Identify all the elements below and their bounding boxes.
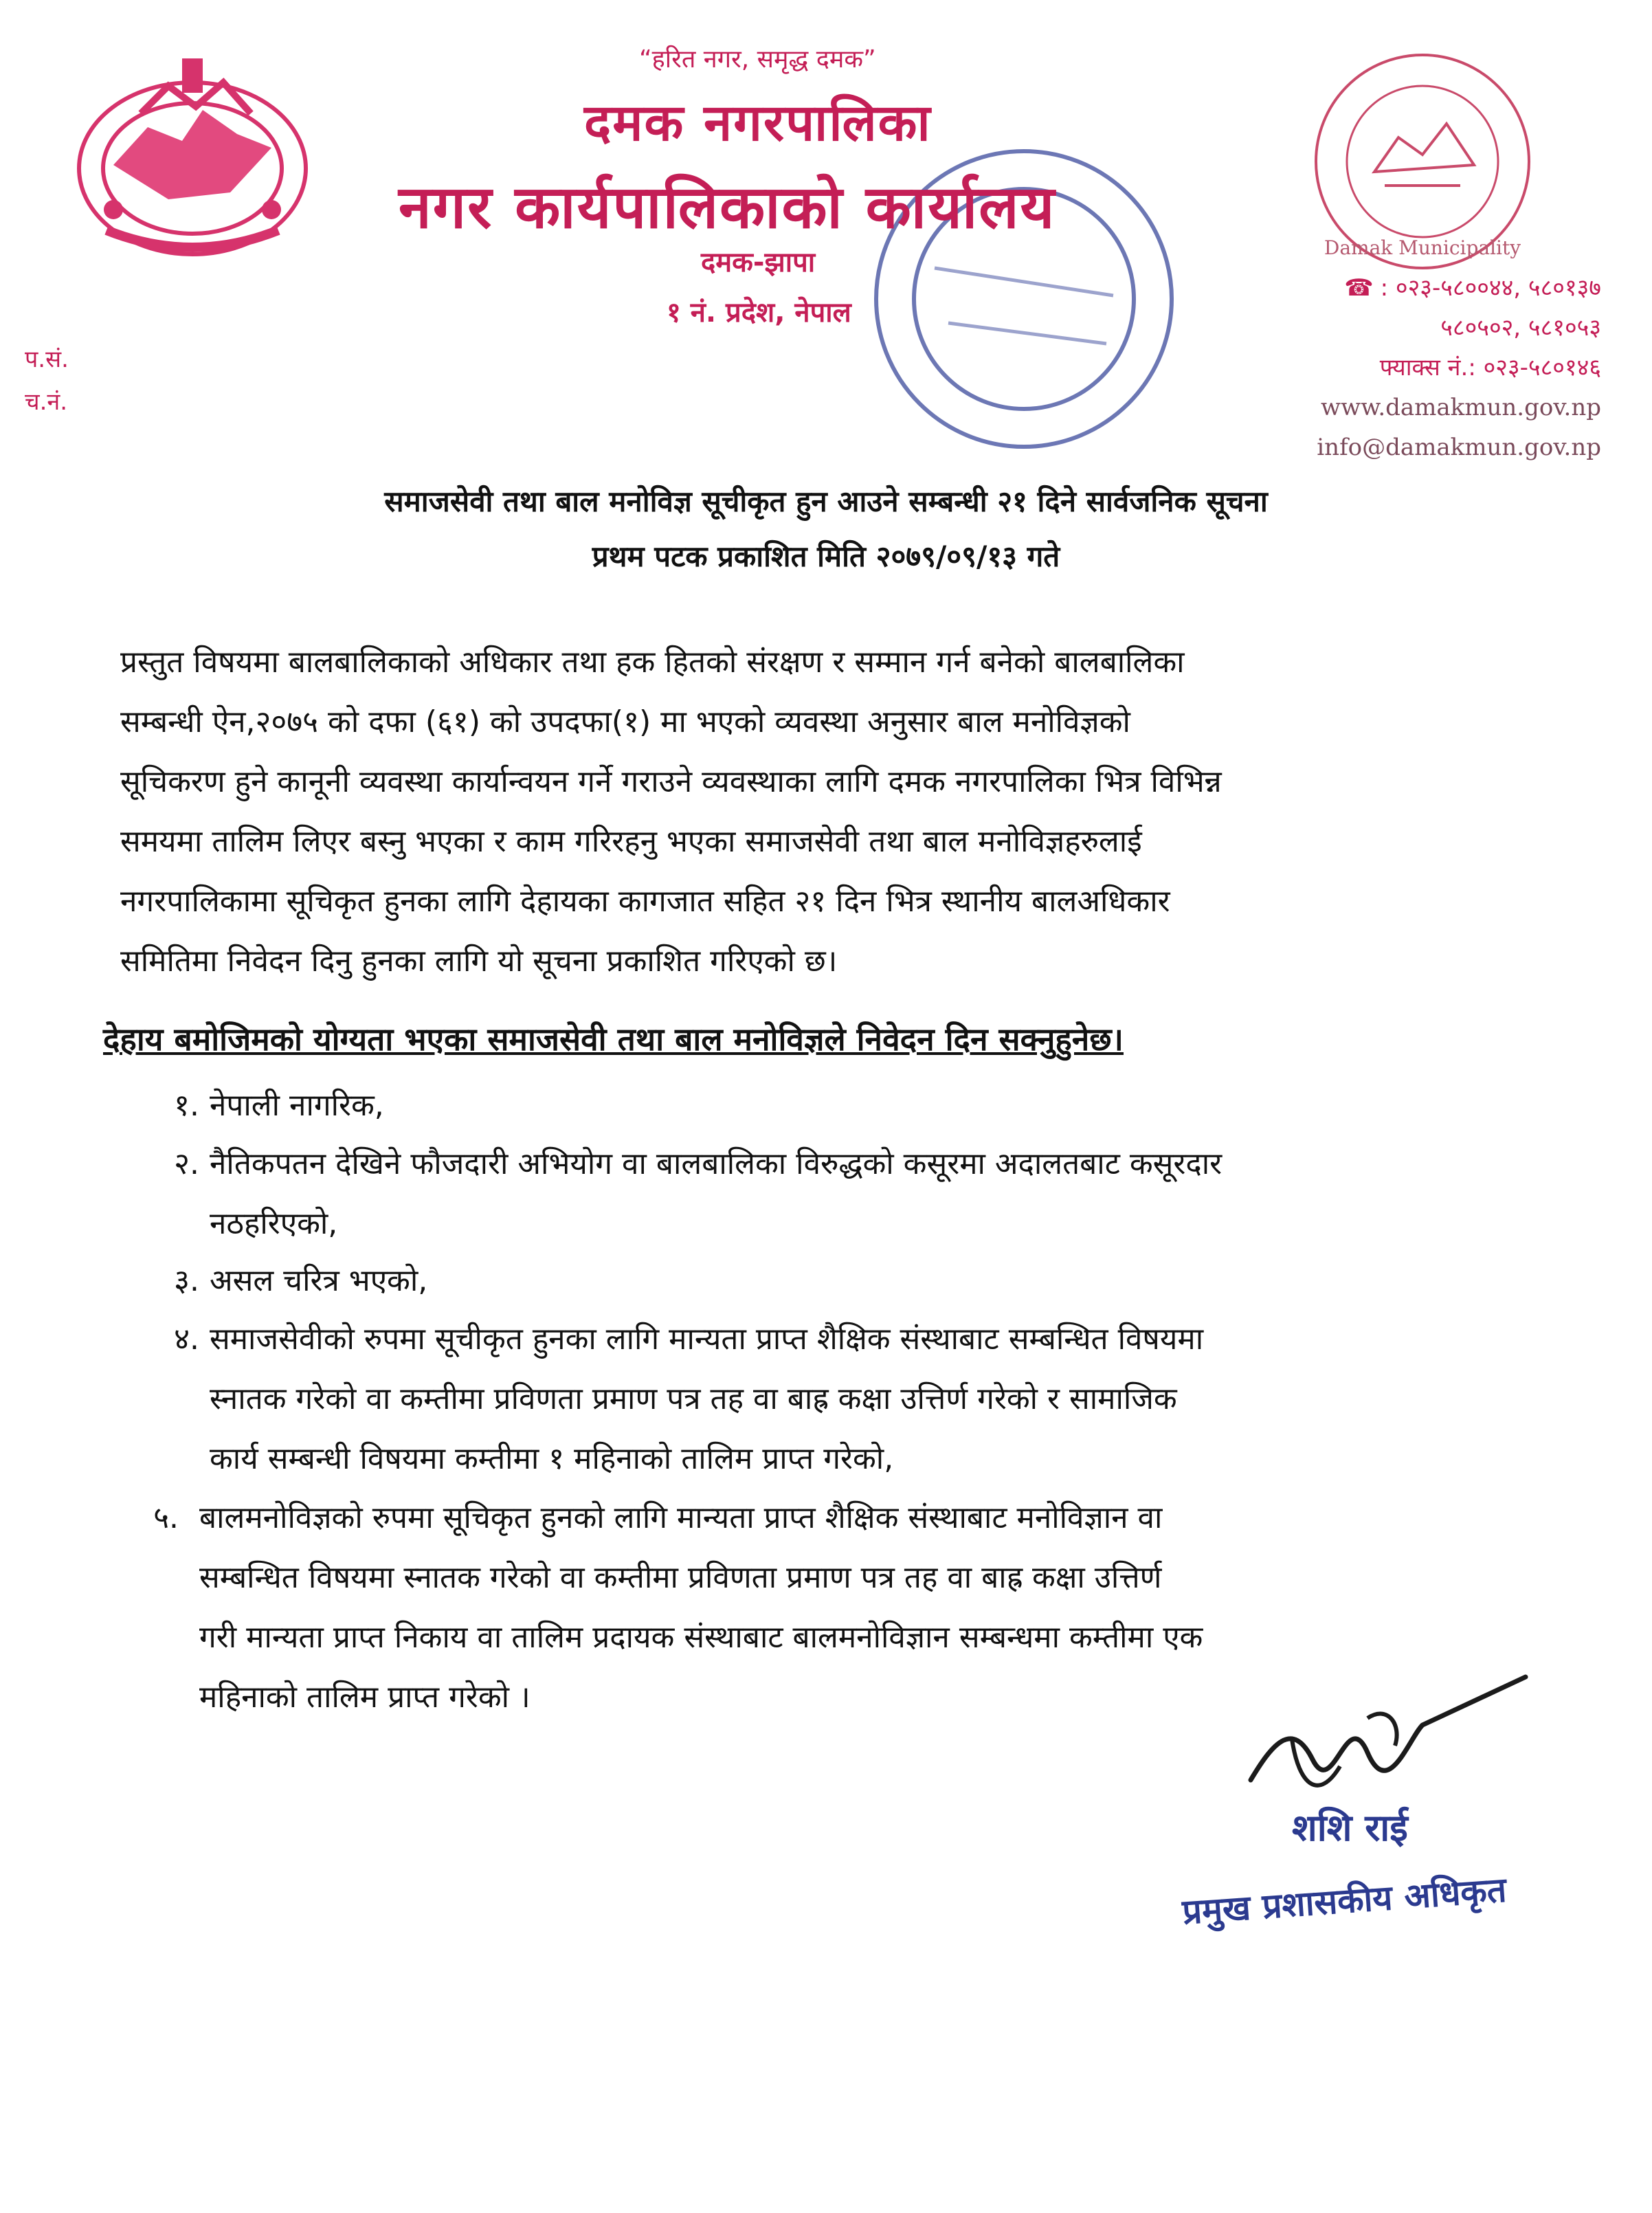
item-number: ४. [174,1322,199,1357]
dispatch-no-label: च.नं. [25,388,68,416]
website-link[interactable]: www.damakmun.gov.np [1321,394,1601,421]
item-number: ३. [174,1263,199,1298]
item-text: समाजसेवीको रुपमा सूचीकृत हुनका लागि मान्यता प्राप्त शैक्षिक संस्थाबाट सम्बन्धित विषयमा [210,1322,1204,1357]
phone-line-1: : ०२३-५८००४४, ५८०१३७ [1380,274,1601,302]
publication-date: प्रथम पटक प्रकाशित मिति २०७९/०९/१३ गते [592,540,1060,573]
item-text: महिनाको तालिम प्राप्त गरेको । [199,1680,531,1715]
item-number: २. [174,1146,199,1181]
item-text: नेपाली नागरिक, [210,1088,384,1123]
signatory-name: शशि राई [1292,1806,1408,1849]
reference-labels [25,338,69,423]
item-text: सम्बन्धित विषयमा स्नातक गरेको वा कम्तीमा प्रविणता प्रमाण पत्र तह वा बाह्र कक्षा उत्तिर्ण [199,1560,1162,1595]
item-text: नैतिकपतन देखिने फौजदारी अभियोग वा बालबालिका विरुद्धको कसूरमा अदालतबाट कसूरदार [210,1146,1223,1181]
body-line: सम्बन्धी ऐन,२०७५ को दफा (६१) को उपदफा(१) मा भएको व्यवस्था अनुसार बाल मनोविज्ञको [120,704,1130,739]
email-link[interactable]: info@damakmun.gov.np [1317,434,1601,461]
address-line-1: दमक-झापा [701,247,816,278]
notice-heading: समाजसेवी तथा बाल मनोविज्ञ सूचीकृत हुन आउने सम्बन्धी २१ दिने सार्वजनिक सूचना [384,485,1268,518]
body-line: सूचिकरण हुने कानूनी व्यवस्था कार्यान्वयन गर्ने गराउने व्यवस्थाका लागि दमक नगरपालिका भित्र विभिन्न [120,764,1222,799]
item-number: ५. [153,1500,179,1535]
body-line: प्रस्तुत विषयमा बालबालिकाको अधिकार तथा हक हितको संरक्षण र सम्मान गर्न बनेको बालबालिका [120,645,1185,680]
address-line-2: १ नं. प्रदेश, नेपाल [667,297,851,329]
ref-no-label: प.सं. [25,346,69,373]
signatory-designation: प्रमुख प्रशासकीय अधिकृत [1181,1869,1508,1933]
office-name: नगर कार्यपालिकाको कार्यालय [399,173,1056,242]
body-line: नगरपालिकामा सूचिकृत हुनका लागि देहायका कागजात सहित २१ दिन भित्र स्थानीय बालअधिकार [120,884,1170,919]
item-text: बालमनोविज्ञको रुपमा सूचिकृत हुनको लागि मान्यता प्राप्त शैक्षिक संस्थाबाट मनोविज्ञान वा [199,1500,1163,1535]
municipality-round-stamp [1309,48,1536,275]
list-item [0,1309,1652,1495]
contact-block [1216,268,1601,467]
eligibility-subheading: देहाय बमोजिमको योग्यता भएका समाजसेवी तथा बाल मनोविज्ञले निवेदन दिन सक्नुहुनेछ। [103,1021,1124,1058]
nepal-emblem-logo [65,45,320,265]
body-line: समयमा तालिम लिएर बस्नु भएका र काम गरिरहनु भएका समाजसेवी तथा बाल मनोविज्ञहरुलाई [120,824,1142,859]
phone-line-2: ५८०५०२, ५८१०५३ [1440,314,1601,342]
slogan: “हरित नगर, समृद्ध दमक” [639,45,876,74]
telephone-icon: ☎ [1344,274,1374,302]
body-line: समितिमा निवेदन दिनु हुनका लागि यो सूचना प्रकाशित गरिएको छ। [120,944,838,979]
fax-number: फ्याक्स नं.: ०२३-५८०१४६ [1379,354,1601,381]
stamp-label: Damak Municipality [1324,236,1521,259]
municipality-name: दमक नगरपालिका [584,93,932,153]
handwritten-signature [1230,1663,1539,1821]
item-text: कार्य सम्बन्धी विषयमा कम्तीमा १ महिनाको तालिम प्राप्त गरेको, [210,1441,894,1476]
item-text: स्नातक गरेको वा कम्तीमा प्रविणता प्रमाण पत्र तह वा बाह्र कक्षा उत्तिर्ण गरेको र सामाजिक [210,1381,1177,1416]
notice-body [120,632,1529,991]
item-text: नठहरिएको, [210,1206,338,1241]
item-text: गरी मान्यता प्राप्त निकाय वा तालिम प्रदायक संस्थाबाट बालमनोविज्ञान सम्बन्धमा कम्तीमा एक [199,1620,1203,1655]
item-text: असल चरित्र भएको, [210,1263,428,1298]
item-number: १. [174,1088,199,1123]
list-item [0,1134,1652,1258]
